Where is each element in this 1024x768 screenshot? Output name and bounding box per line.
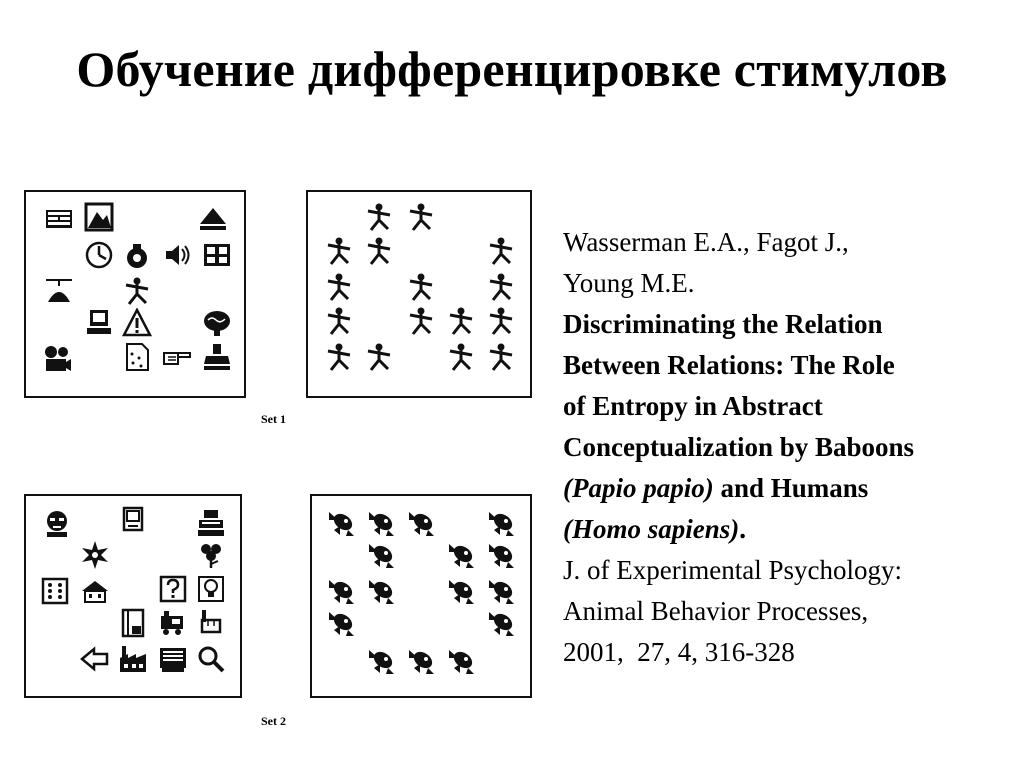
set1-label: Set 1 <box>261 412 286 426</box>
fish-icon <box>329 611 355 636</box>
train-icon <box>158 608 188 638</box>
citation-title-line1: Discriminating the Relation <box>563 309 883 339</box>
citation-journal-line2: Animal Behavior Processes, <box>563 596 869 626</box>
clock-icon <box>84 240 114 270</box>
set1-different-panel <box>24 190 246 398</box>
stamp-icon <box>202 342 232 372</box>
fish-icon <box>489 543 515 568</box>
stick-figure-icon <box>450 344 472 371</box>
game-icon <box>202 240 232 270</box>
printer-icon <box>158 644 188 674</box>
fish-icon <box>329 511 355 536</box>
species-human: (Homo sapiens) <box>563 514 740 544</box>
money-bag-icon <box>122 240 152 270</box>
fish-icon <box>369 511 395 536</box>
factory-icon <box>118 644 148 674</box>
fish-icon <box>489 611 515 636</box>
citation <box>563 222 1018 673</box>
arrow-left-icon <box>80 644 110 674</box>
film-projector-icon <box>42 344 72 374</box>
speaker-icon <box>162 240 192 270</box>
brain-icon <box>202 308 232 338</box>
stick-figure-grid <box>308 192 530 396</box>
stick-figure-icon <box>410 274 432 301</box>
cable-car-icon <box>44 276 74 306</box>
fish-icon <box>449 543 475 568</box>
stick-figure-icon <box>410 308 432 335</box>
citation-authors-line2: Young M.E. <box>563 268 695 298</box>
and-humans: and Humans <box>713 473 869 503</box>
citation-title-line6 <box>563 509 1018 550</box>
fish-icon <box>489 511 515 536</box>
stick-figure-icon <box>328 274 350 301</box>
species-baboon: (Papio papio) <box>563 473 714 503</box>
stick-figure-icon <box>122 276 152 306</box>
fish-icon <box>369 579 395 604</box>
stick-figure-icon <box>368 344 390 371</box>
fish-icon <box>449 649 475 674</box>
stick-figure-icon <box>328 238 350 265</box>
stick-figure-icon <box>490 274 512 301</box>
set2-different-panel <box>24 494 242 698</box>
fax-icon <box>196 508 226 538</box>
film-icon <box>44 204 74 234</box>
question-icon <box>158 574 188 604</box>
stick-figure-icon <box>490 238 512 265</box>
fish-icon <box>489 579 515 604</box>
dice-icon <box>40 576 70 606</box>
citation-journal-line3: 2001, 27, 4, 316-328 <box>563 637 795 667</box>
fish-icon <box>369 543 395 568</box>
fish-icon <box>369 649 395 674</box>
set1-same-panel <box>306 190 532 398</box>
fish-icon-grid <box>312 496 530 696</box>
stick-figure-icon <box>490 344 512 371</box>
stick-figure-icon <box>490 308 512 335</box>
pointing-hand-icon <box>196 608 226 638</box>
set2-label: Set 2 <box>261 714 286 728</box>
pointing-hand-icon <box>162 342 192 372</box>
citation-title-line3: of Entropy in Abstract <box>563 391 823 421</box>
citation-title-line2: Between Relations: The Role <box>563 350 895 380</box>
fish-icon <box>449 579 475 604</box>
starburst-icon <box>80 540 110 570</box>
fish-icon <box>409 649 435 674</box>
magnifier-icon <box>196 644 226 674</box>
slide-title: Обучение дифференцировке стимулов <box>76 41 948 97</box>
title-end: . <box>739 514 747 544</box>
mountain-picture-icon <box>84 202 114 232</box>
computer-icon <box>118 506 148 536</box>
stick-figure-icon <box>368 238 390 265</box>
mountain-icon <box>198 204 228 234</box>
citation-journal-line1: J. of Experimental Psychology: <box>563 555 902 585</box>
set2-same-panel <box>310 494 532 698</box>
document-icon <box>122 342 152 372</box>
stick-figure-icon <box>450 308 472 335</box>
citation-title-line4: Conceptualization by Baboons <box>563 432 915 462</box>
stick-figure-icon <box>328 308 350 335</box>
stick-figure-icon <box>328 344 350 371</box>
face-icon <box>42 508 72 538</box>
citation-authors-line1: Wasserman E.A., Fagot J., <box>563 227 849 257</box>
warning-triangle-icon <box>122 308 152 338</box>
stick-figure-icon <box>410 204 432 231</box>
computer-icon <box>84 308 114 338</box>
lightbulb-icon <box>196 574 226 604</box>
notebook-icon <box>118 608 148 638</box>
house-icon <box>80 576 110 606</box>
stick-figure-icon <box>368 204 390 231</box>
fish-icon <box>329 579 355 604</box>
citation-title-line5 <box>563 468 1018 509</box>
fish-icon <box>409 511 435 536</box>
flower-icon <box>196 540 226 570</box>
